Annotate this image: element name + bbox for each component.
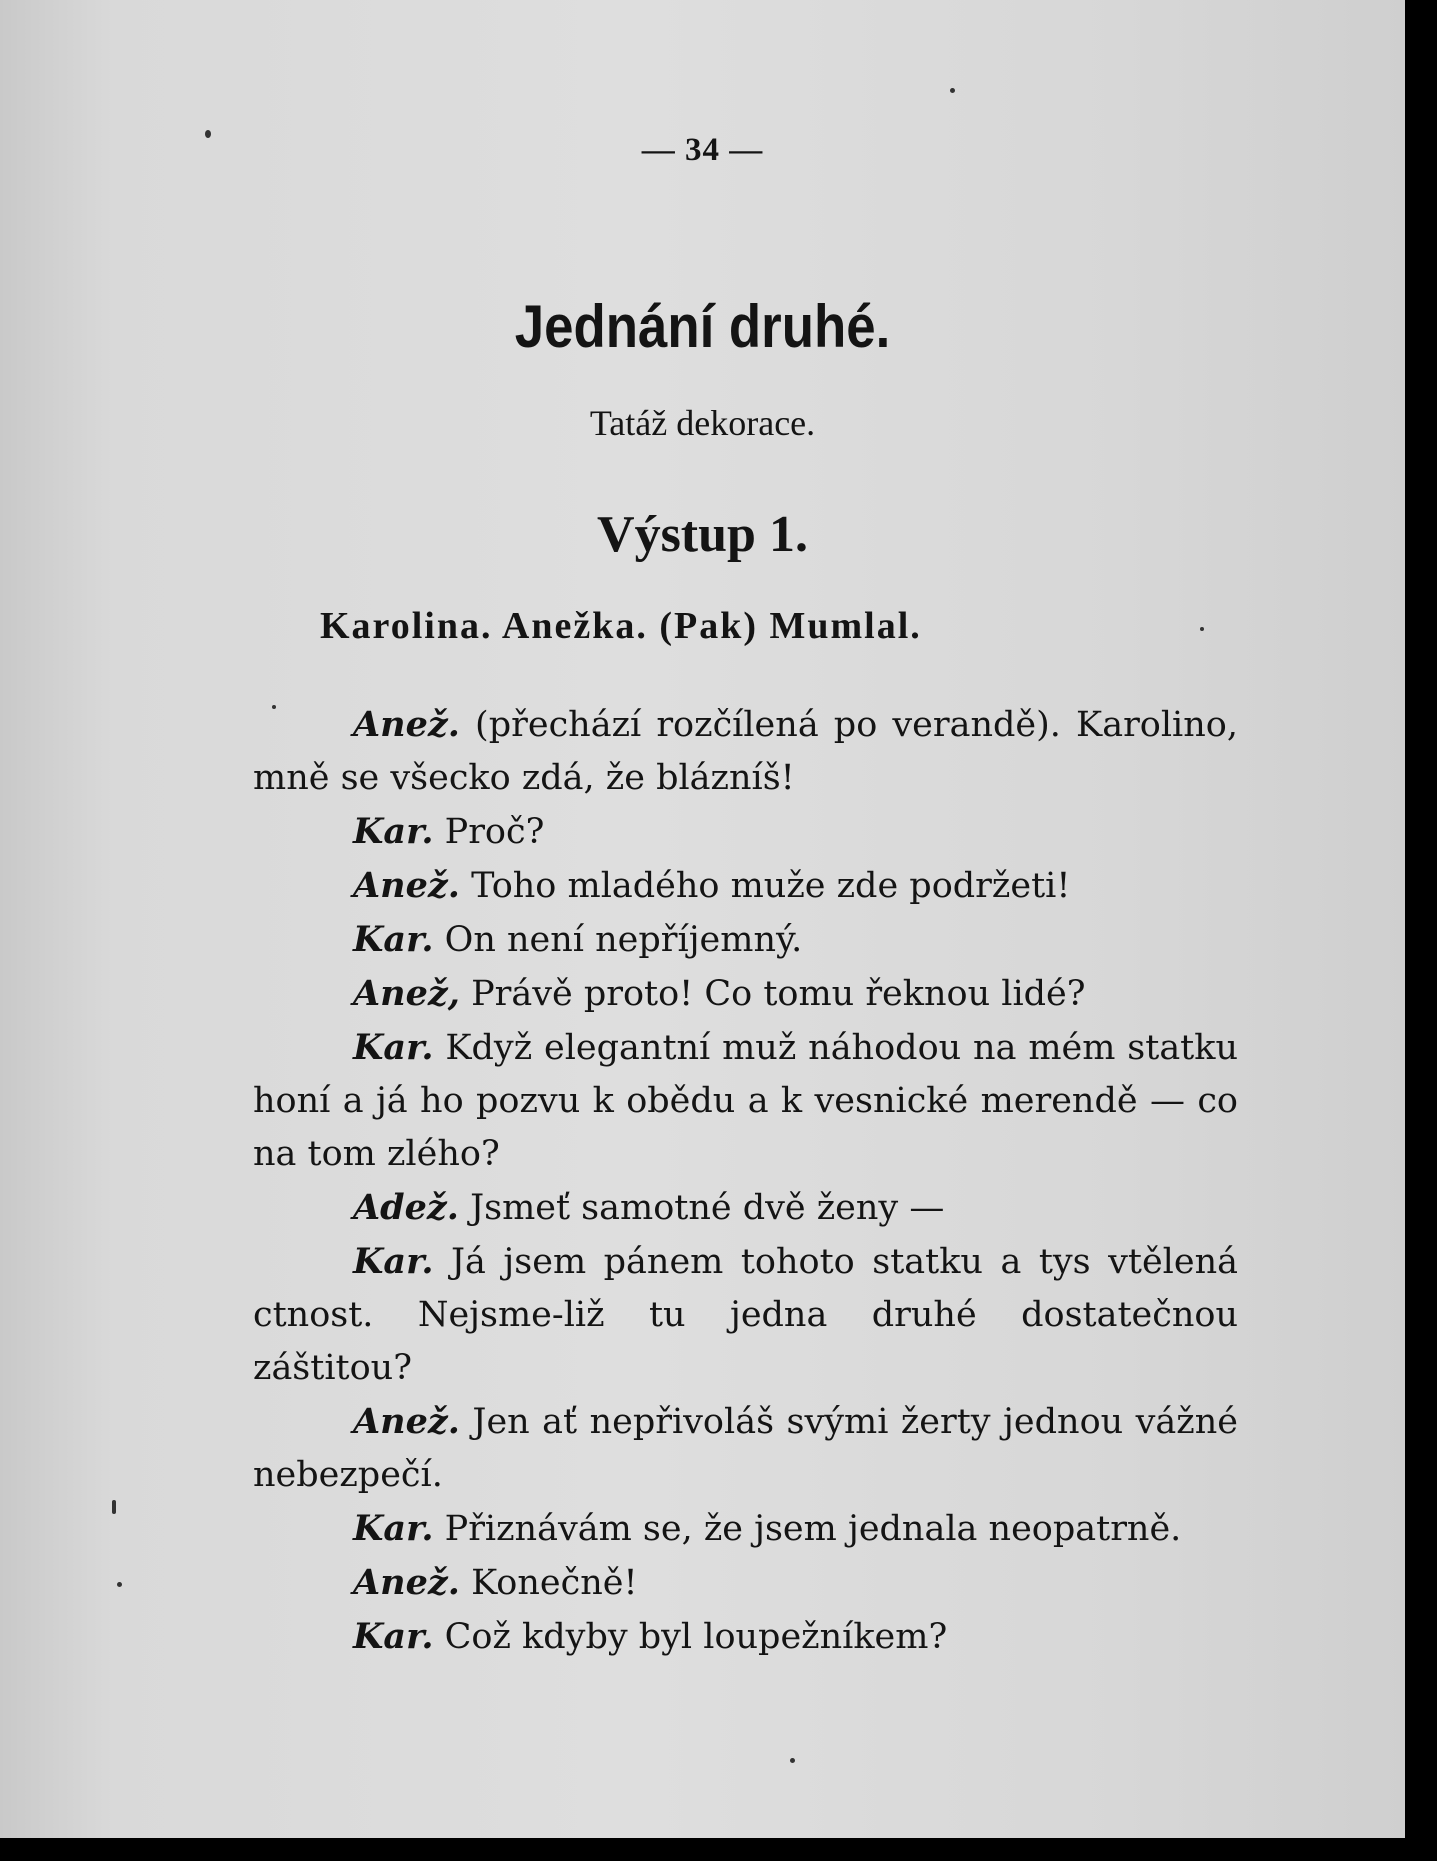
dialogue-line <box>253 859 1238 913</box>
paper-speck <box>790 1758 795 1763</box>
speaker: Anež. <box>353 1562 460 1603</box>
speaker: Anež. <box>353 865 460 906</box>
speech: Já jsem pánem tohoto statku a tys vtělená ctnost. Nejsme-liž tu jedna druhé dostatečnou záštitou? <box>253 1242 1238 1388</box>
scene-title: Výstup 1. <box>597 506 808 563</box>
speaker: Adež. <box>353 1187 459 1228</box>
dialogue-line <box>253 913 1238 967</box>
speaker: Kar. <box>353 811 434 852</box>
dialogue-line <box>253 698 1238 805</box>
speaker: Kar. <box>353 1241 434 1282</box>
dialogue-line <box>253 1502 1238 1556</box>
speech: Jsmeť samotné dvě ženy — <box>458 1188 945 1228</box>
speech: Což kdyby byl loupežníkem? <box>433 1617 948 1657</box>
dialogue-line <box>253 1235 1238 1395</box>
scan-border-bottom <box>0 1838 1437 1861</box>
dialogue-line <box>253 1181 1238 1235</box>
speaker: Kar. <box>353 1616 434 1657</box>
stage-decoration: Tatáž dekorace. <box>589 403 816 443</box>
dialogue-line <box>253 1610 1238 1664</box>
speaker: Anež. <box>353 704 460 745</box>
speaker: Anež, <box>353 973 460 1014</box>
speech: (přechází rozčílená po verandě). Karolino, mně se všecko zdá, že blázníš! <box>253 705 1238 798</box>
speech: Toho mladého muže zde podržeti! <box>459 866 1071 906</box>
speech: Konečně! <box>459 1563 638 1603</box>
act-title: Jednání druhé. <box>514 293 891 360</box>
dialogue-line <box>253 1021 1238 1181</box>
paper-speck <box>112 1500 116 1514</box>
speech: Proč? <box>433 812 545 852</box>
speech: Jen ať nepřivoláš svými žerty jednou vážné nebezpečí. <box>253 1402 1238 1495</box>
dialogue-line <box>253 1395 1238 1502</box>
speaker: Anež. <box>353 1401 460 1442</box>
paper-speck <box>950 88 955 93</box>
dialogue <box>253 698 1238 1664</box>
speech: Právě proto! Co tomu řeknou lidé? <box>459 974 1086 1014</box>
scan-border-right <box>1405 0 1437 1861</box>
speaker: Kar. <box>353 1508 434 1549</box>
page-number: — 34 — <box>641 132 764 168</box>
paper-speck <box>117 1582 122 1587</box>
speech: Přiznávám se, že jsem jednala neopatrně. <box>433 1509 1182 1549</box>
speech: On není nepříjemný. <box>433 920 803 960</box>
speech: Když elegantní muž náhodou na mém statku honí a já ho pozvu k obědu a k vesnické merendě — co na tom zlého? <box>253 1028 1238 1174</box>
character-list: Karolina. Anežka. (Pak) Mumlal. <box>320 605 922 647</box>
dialogue-line <box>253 1556 1238 1610</box>
paper-speck <box>272 705 276 709</box>
paper-speck <box>205 130 211 138</box>
speaker: Kar. <box>353 1027 434 1068</box>
dialogue-line <box>253 967 1238 1021</box>
speaker: Kar. <box>353 919 434 960</box>
dialogue-line <box>253 805 1238 859</box>
paper-speck <box>1200 627 1204 631</box>
